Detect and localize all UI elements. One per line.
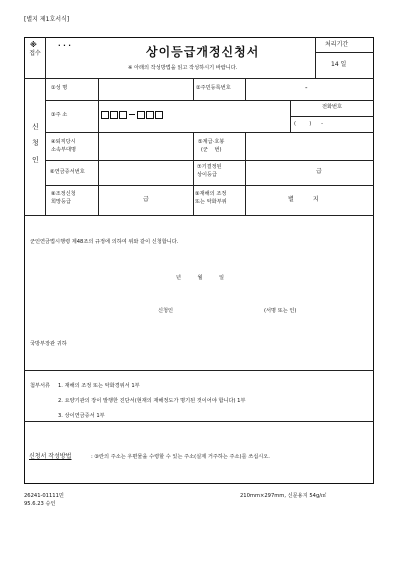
paper-spec: 210mm×297mm, 신문용지 54g/㎡ [240,493,327,499]
name-field[interactable] [99,79,192,99]
resident-no-dash: - [305,84,308,92]
name-label: ①성 명 [51,85,68,91]
rank-field[interactable] [246,133,373,159]
processing-label: 처리기간 [325,41,349,48]
disability-location-label: ⑨재해의 조정 또는 악화부위 [195,191,227,205]
attachments-label: 첨부서류 [30,383,51,389]
pension-no-label: ⑥연금증서번호 [50,169,85,175]
resident-no-label: ②주민등록번호 [196,85,231,91]
addressee: 국방부장관 귀하 [30,341,67,347]
row-divider [45,185,374,186]
attachment-item-1: 1. 재해의 조정 또는 악화경위서 1부 [58,383,140,389]
processing-divider [315,52,374,53]
existing-grade-unit: 급 [316,168,322,175]
applicant-side-label-3: 인 [32,156,39,164]
row-divider [45,160,374,161]
instructions-text: : ③란의 주소는 우편물을 수령할 수 있는 주소(실제 거주하는 주소)를 쓰십시오. [91,454,270,460]
col-divider [193,132,194,215]
statement-text: 군인연금법시행령 제48조의 규정에 의하여 위와 같이 신청합니다. [30,239,179,245]
receipt-symbol: ※ [30,41,37,49]
form-code: [별지 제1호서식] [24,16,70,23]
section-divider [24,370,374,371]
attachment-item-2: 2. 요양기관의 장이 발행한 진단서(현재의 재해정도가 명기된 것이어야 합니다) 1부 [58,398,246,404]
processing-value: 14 일 [331,61,347,68]
applicant-side-label-2: 청 [32,139,39,147]
pension-no-field[interactable] [99,161,192,184]
receipt-dots: · · · [58,42,71,50]
instructions-label: 신청서 작성방법 [29,453,72,460]
unit-label: ④퇴직당시 소속부대명 [51,139,77,153]
approval-date: 95.6.23 승인 [24,501,56,507]
form-number: 26241-01111민 [24,493,64,499]
processing-col-divider [315,37,316,78]
form-title: 상이등급개정신청서 [146,45,260,59]
unit-field[interactable] [99,133,192,159]
address-field[interactable] [99,116,289,131]
applicant-side-label-1: 신 [32,123,39,131]
col-divider [193,78,194,100]
section-divider [24,215,374,216]
row-divider [290,116,374,117]
receipt-label: 접수 [29,50,41,57]
row-divider [45,100,374,101]
attachment-item-3: 3. 상이연금증서 1부 [58,413,105,419]
date-line[interactable]: 년 월 일 [176,275,225,281]
phone-field[interactable]: ( ) - [294,121,324,127]
instruction-notice: ※ 아래의 작성방법을 읽고 작성하시기 바랍니다. [128,65,238,71]
signature-field[interactable]: (서명 또는 인) [264,308,297,314]
col-divider [45,37,46,215]
existing-grade-label: ⑦기결정된 상이등급 [197,164,222,178]
resident-no-field[interactable] [246,79,373,99]
disability-location-value: 별 지 [288,196,319,203]
requested-grade-unit: 급 [143,196,149,203]
applicant-label: 신청인 [158,308,174,314]
postal-code-boxes[interactable] [101,104,164,114]
phone-label: 전화번호 [322,104,343,110]
section-divider [24,421,374,422]
rank-label: ⑤계급·호봉 (군 번) [198,139,225,153]
col-divider [290,100,291,132]
address-label: ③주 소 [51,112,68,118]
requested-grade-label: ⑧조정신청 희망등급 [51,191,76,205]
